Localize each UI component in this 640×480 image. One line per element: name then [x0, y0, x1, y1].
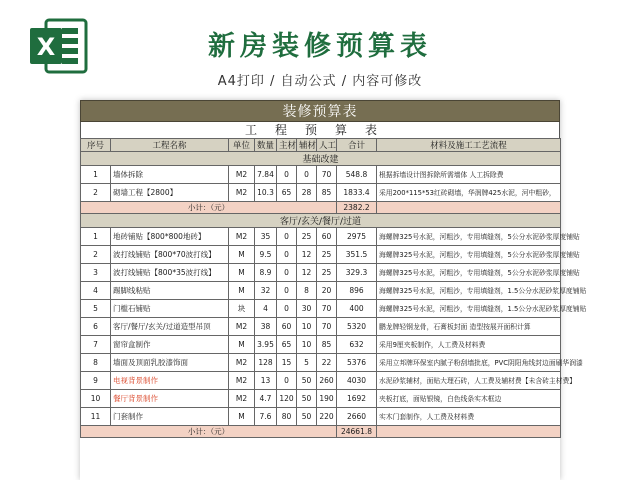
row-number[interactable]: 11 — [81, 408, 111, 426]
main-material[interactable]: 0 — [277, 282, 297, 300]
quantity[interactable]: 10.3 — [255, 184, 277, 202]
total[interactable]: 4030 — [337, 372, 377, 390]
column-header: 工程名称 — [111, 139, 229, 152]
aux-material[interactable]: 30 — [297, 300, 317, 318]
row-number[interactable]: 4 — [81, 282, 111, 300]
column-header: 数量 — [255, 139, 277, 152]
item-name[interactable]: 门槛石铺贴 — [111, 300, 229, 318]
main-material[interactable]: 80 — [277, 408, 297, 426]
row-number[interactable]: 10 — [81, 390, 111, 408]
aux-material[interactable]: 10 — [297, 336, 317, 354]
section-title: 基础改建 — [81, 152, 561, 166]
spreadsheet-preview — [80, 100, 587, 480]
process-description[interactable]: 海螺牌325号水泥，河粗沙，专用填缝剂，5公分水泥砂浆厚度铺贴 — [377, 228, 561, 246]
section-header-row — [81, 214, 561, 228]
unit[interactable]: M2 — [229, 354, 255, 372]
quantity[interactable]: 7.84 — [255, 166, 277, 184]
column-header: 单位 — [229, 139, 255, 152]
labor[interactable]: 220 — [317, 408, 337, 426]
aux-material[interactable]: 25 — [297, 228, 317, 246]
labor[interactable]: 190 — [317, 390, 337, 408]
main-material[interactable]: 120 — [277, 390, 297, 408]
table-row — [81, 300, 561, 318]
total[interactable]: 351.5 — [337, 246, 377, 264]
item-name[interactable]: 墙面及顶面乳胶漆饰面 — [111, 354, 229, 372]
labor[interactable]: 260 — [317, 372, 337, 390]
row-number[interactable]: 9 — [81, 372, 111, 390]
total[interactable]: 1833.4 — [337, 184, 377, 202]
table-row — [81, 372, 561, 390]
total[interactable]: 400 — [337, 300, 377, 318]
total[interactable]: 896 — [337, 282, 377, 300]
labor[interactable]: 22 — [317, 354, 337, 372]
total[interactable]: 5320 — [337, 318, 377, 336]
main-material[interactable]: 0 — [277, 246, 297, 264]
process-description[interactable]: 海螺牌325号水泥，河粗沙，专用填缝剂，1.5公分水泥砂浆厚度铺贴 — [377, 282, 561, 300]
total[interactable]: 548.8 — [337, 166, 377, 184]
subtotal-value[interactable]: 24661.8 — [337, 426, 377, 438]
page-header — [0, 0, 640, 96]
table-row — [81, 408, 561, 426]
table-row — [81, 390, 561, 408]
unit[interactable]: M2 — [229, 390, 255, 408]
aux-material[interactable]: 10 — [297, 318, 317, 336]
total[interactable]: 2660 — [337, 408, 377, 426]
quantity[interactable]: 8.9 — [255, 264, 277, 282]
total[interactable]: 632 — [337, 336, 377, 354]
unit[interactable]: M — [229, 282, 255, 300]
quantity[interactable]: 32 — [255, 282, 277, 300]
item-name[interactable]: 窗帘盒制作 — [111, 336, 229, 354]
item-name[interactable]: 客厅/餐厅/玄关/过道造型吊顶 — [111, 318, 229, 336]
total[interactable]: 5376 — [337, 354, 377, 372]
aux-material[interactable]: 0 — [297, 166, 317, 184]
table-row — [81, 228, 561, 246]
labor[interactable]: 70 — [317, 166, 337, 184]
row-number[interactable]: 2 — [81, 184, 111, 202]
process-description[interactable]: 海螺牌325号水泥，河粗沙，专用填缝剂，5公分水泥砂浆厚度铺贴 — [377, 246, 561, 264]
process-description[interactable]: 采用9厘夹板制作，人工费及材料费 — [377, 336, 561, 354]
main-material[interactable]: 65 — [277, 184, 297, 202]
aux-material[interactable]: 28 — [297, 184, 317, 202]
quantity[interactable]: 38 — [255, 318, 277, 336]
unit[interactable]: M2 — [229, 318, 255, 336]
row-number[interactable]: 1 — [81, 228, 111, 246]
table-row — [81, 282, 561, 300]
quantity[interactable]: 35 — [255, 228, 277, 246]
process-description[interactable]: 采用立邦牌环保室内腻子粉刮墙批底，PVC阴阳角线封边面刷华润漆 — [377, 354, 561, 372]
quantity[interactable]: 13 — [255, 372, 277, 390]
quantity[interactable]: 9.5 — [255, 246, 277, 264]
item-name[interactable]: 餐厅背景制作 — [111, 390, 229, 408]
labor[interactable]: 20 — [317, 282, 337, 300]
aux-material[interactable]: 50 — [297, 390, 317, 408]
column-header: 人工 — [317, 139, 337, 152]
subtotal-empty-cell — [377, 426, 561, 438]
section-header-row — [81, 152, 561, 166]
table-row — [81, 318, 561, 336]
sheet-title: 装修预算表 — [80, 100, 560, 122]
column-header: 序号 — [81, 139, 111, 152]
labor[interactable]: 70 — [317, 300, 337, 318]
column-header: 辅材 — [297, 139, 317, 152]
main-material[interactable]: 0 — [277, 166, 297, 184]
quantity[interactable]: 4 — [255, 300, 277, 318]
process-description[interactable]: 采用200*115*53红砖砌墙，华润牌425水泥，河中粗砂， — [377, 184, 561, 202]
table-row — [81, 264, 561, 282]
unit[interactable]: M — [229, 336, 255, 354]
quantity[interactable]: 128 — [255, 354, 277, 372]
main-material[interactable]: 15 — [277, 354, 297, 372]
labor[interactable]: 70 — [317, 318, 337, 336]
row-number[interactable]: 6 — [81, 318, 111, 336]
page-title: 新房装修预算表 — [208, 31, 432, 62]
labor[interactable]: 85 — [317, 184, 337, 202]
main-material[interactable]: 0 — [277, 300, 297, 318]
column-header: 材料及施工工艺流程 — [377, 139, 561, 152]
row-number[interactable]: 5 — [81, 300, 111, 318]
unit[interactable]: 块 — [229, 300, 255, 318]
total[interactable]: 329.3 — [337, 264, 377, 282]
subtotal-value[interactable]: 2382.2 — [337, 202, 377, 214]
subtotal-row — [81, 426, 561, 438]
item-name[interactable]: 门套制作 — [111, 408, 229, 426]
unit[interactable]: M — [229, 246, 255, 264]
aux-material[interactable]: 50 — [297, 408, 317, 426]
total[interactable]: 2975 — [337, 228, 377, 246]
subtotal-label: 小计：（元） — [81, 426, 337, 438]
budget-table — [80, 138, 587, 438]
item-name[interactable]: 墙体拆除 — [111, 166, 229, 184]
labor[interactable]: 60 — [317, 228, 337, 246]
quantity[interactable]: 3.95 — [255, 336, 277, 354]
aux-material[interactable]: 12 — [297, 246, 317, 264]
subtotal-label: 小计：（元） — [81, 202, 337, 214]
process-description[interactable]: 海螺牌325号水泥，河粗沙，专用填缝剂，1.5公分水泥砂浆厚度铺贴 — [377, 300, 561, 318]
main-material[interactable]: 65 — [277, 336, 297, 354]
total[interactable]: 1692 — [337, 390, 377, 408]
main-material[interactable]: 0 — [277, 228, 297, 246]
unit[interactable]: M2 — [229, 166, 255, 184]
process-description[interactable]: 水泥砂浆辅材，面贴大理石砖，人工费及辅材费【未含砖主材费】 — [377, 372, 561, 390]
main-material[interactable]: 0 — [277, 264, 297, 282]
column-header: 合计 — [337, 139, 377, 152]
svg-text:X: X — [36, 33, 56, 61]
table-header-row — [81, 139, 561, 152]
sheet-subtitle: 工程预算表 — [80, 122, 560, 138]
table-row — [81, 184, 561, 202]
row-number[interactable]: 1 — [81, 166, 111, 184]
main-material[interactable]: 0 — [277, 372, 297, 390]
process-description[interactable]: 夹板打底，面贴银镜，白色线条实木框边 — [377, 390, 561, 408]
page-subtitle: A4打印 / 自动公式 / 内容可修改 — [217, 74, 423, 89]
table-row — [81, 246, 561, 264]
main-material[interactable]: 60 — [277, 318, 297, 336]
row-number[interactable]: 3 — [81, 264, 111, 282]
aux-material[interactable]: 12 — [297, 264, 317, 282]
process-description[interactable]: 鹏龙牌轻钢龙骨，石膏板封面 造型按展开面积计算 — [377, 318, 561, 336]
item-name[interactable]: 地砖铺贴【800*800地砖】 — [111, 228, 229, 246]
table-row — [81, 336, 561, 354]
aux-material[interactable]: 8 — [297, 282, 317, 300]
item-name[interactable]: 踢脚线粘贴 — [111, 282, 229, 300]
item-name[interactable]: 波打线铺贴【800*35波打线】 — [111, 264, 229, 282]
unit[interactable]: M2 — [229, 228, 255, 246]
unit[interactable]: M2 — [229, 372, 255, 390]
labor[interactable]: 25 — [317, 246, 337, 264]
item-name[interactable]: 波打线铺贴【800*70波打线】 — [111, 246, 229, 264]
section-title: 客厅/玄关/餐厅/过道 — [81, 214, 561, 228]
item-name[interactable]: 砌墙工程【2800】 — [111, 184, 229, 202]
subtotal-row — [81, 202, 561, 214]
item-name[interactable]: 电视背景制作 — [111, 372, 229, 390]
labor[interactable]: 25 — [317, 264, 337, 282]
row-number[interactable]: 8 — [81, 354, 111, 372]
unit[interactable]: M2 — [229, 184, 255, 202]
column-header: 主材 — [277, 139, 297, 152]
labor[interactable]: 85 — [317, 336, 337, 354]
aux-material[interactable]: 50 — [297, 372, 317, 390]
unit[interactable]: M — [229, 408, 255, 426]
process-description[interactable]: 根据拆墙设计图拆除所需墙体 人工拆除费 — [377, 166, 561, 184]
aux-material[interactable]: 5 — [297, 354, 317, 372]
table-row — [81, 166, 561, 184]
row-number[interactable]: 7 — [81, 336, 111, 354]
quantity[interactable]: 4.7 — [255, 390, 277, 408]
row-number[interactable]: 2 — [81, 246, 111, 264]
unit[interactable]: M — [229, 264, 255, 282]
subtotal-empty-cell — [377, 202, 561, 214]
process-description[interactable]: 海螺牌325号水泥，河粗沙，专用填缝剂，5公分水泥砂浆厚度铺贴 — [377, 264, 561, 282]
table-row — [81, 354, 561, 372]
process-description[interactable]: 实木门套制作，人工费及材料费 — [377, 408, 561, 426]
quantity[interactable]: 7.6 — [255, 408, 277, 426]
